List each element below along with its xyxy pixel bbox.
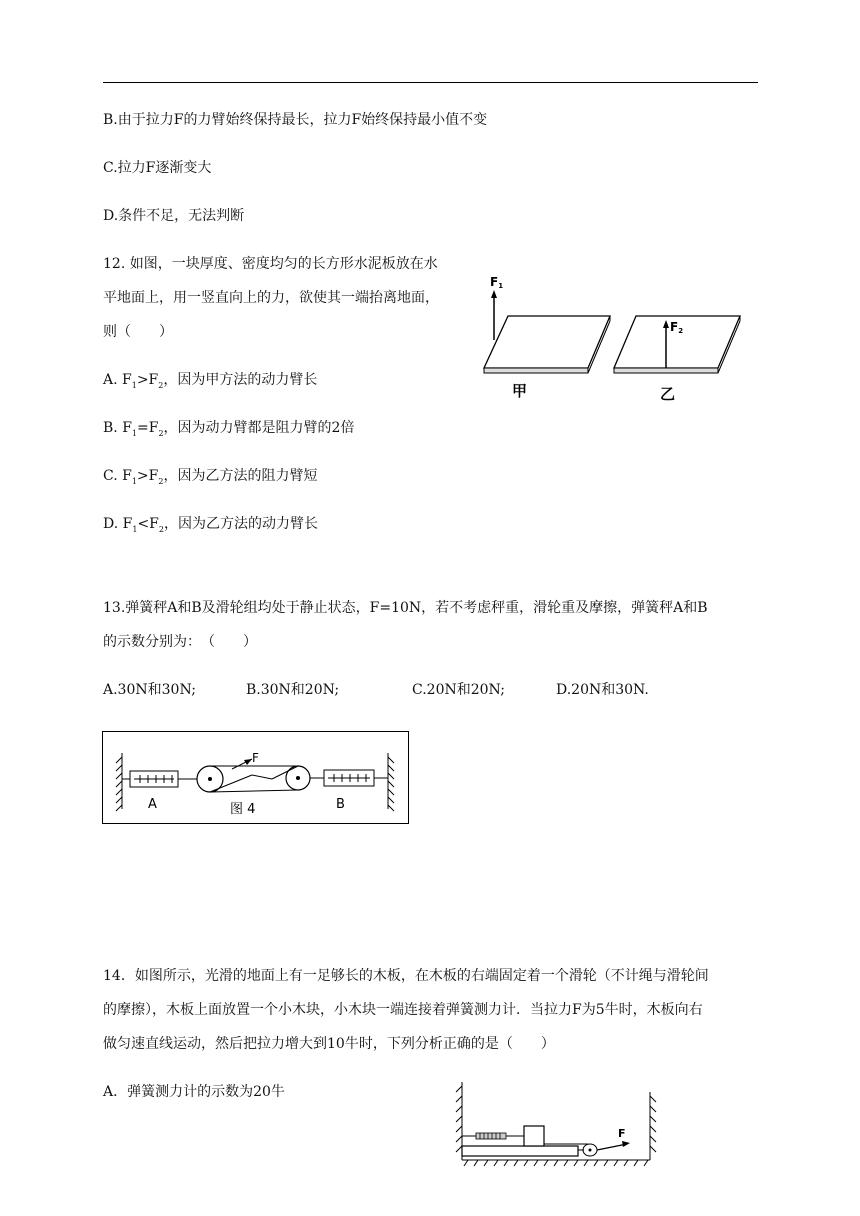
q12-stem-line3: 则（ ） [103,324,173,340]
q12-stem-line2: 平地面上，用一竖直向上的力，欲使其一端抬离地面， [103,290,439,306]
q13-option-c: C.20N和20N; [412,682,506,698]
right-wall [650,1092,656,1160]
wooden-board [462,1146,578,1156]
q14-option-a: A．弹簧测力计的示数为20牛 [103,1084,285,1100]
figure-caption: 图 4 [230,802,256,817]
force-f-label: F [618,1127,626,1140]
q13-option-b: B.30N和20N; [246,682,340,698]
force-f1-arrowhead [491,290,497,298]
q14-figure [452,1078,662,1170]
q14-stem-line2: 的摩擦），木板上面放置一个小木块，小木块一端连接着弹簧测力计．当拉力F为5牛时，木板向右 [103,1002,703,1018]
pulley [583,1144,597,1156]
force-f-arrowhead [622,1141,630,1147]
spring-scale [476,1133,506,1139]
left-wall [456,1082,462,1160]
label-yi: 乙 [660,385,676,403]
force-f2-label: F2 [670,320,684,335]
q14-stem-line3: 做匀速直线运动，然后把拉力增大到10牛时，下列分析正确的是（ ） [103,1036,555,1052]
q12-option-a: A. $F_1>F_2$，因为甲方法的动力臂长 [103,372,318,390]
prev-option-b: B.由于拉力F的力臂始终保持最长，拉力F始终保持最小值不变 [103,112,488,128]
pulley-right [286,766,310,790]
q12-option-d: D. $F_1<F_2$，因为乙方法的动力臂长 [103,516,318,534]
q12-option-c: C. $F_1>F_2$，因为乙方法的阻力臂短 [103,468,318,486]
q12-stem-line1: 12. 如图，一块厚度、密度均匀的长方形水泥板放在水 [103,256,438,272]
q12-figure [478,268,758,403]
q13-stem-line1: 13.弹簧秤A和B及滑轮组均处于静止状态，F=10N，若不考虑秤重，滑轮重及摩擦，弹簧秤A和B [103,600,708,616]
label-b: B [336,797,345,812]
header-rule [103,82,758,83]
force-f1-label: F1 [490,275,504,290]
q12-option-b: B. $F_1=F_2$，因为动力臂都是阻力臂的2倍 [103,420,355,438]
q14-stem-line1: 14．如图所示，光滑的地面上有一足够长的木板，在木板的右端固定着一个滑轮（不计绳与滑轮间 [103,968,709,984]
force-f-arrow [597,1144,627,1150]
q13-option-d: D.20N和30N. [556,682,649,698]
label-jia: 甲 [512,382,528,400]
q13-figure [102,731,410,825]
ground [462,1160,650,1166]
label-a: A [148,797,157,812]
prev-option-c: C.拉力F逐渐变大 [103,160,212,176]
prev-option-d: D.条件不足，无法判断 [103,208,245,224]
q13-option-a: A.30N和30N; [103,682,196,698]
force-f-label: F [252,751,259,765]
wooden-block [524,1126,544,1146]
q13-stem-line2: 的示数分别为： （ ） [103,634,257,650]
plate-jia [484,316,610,373]
